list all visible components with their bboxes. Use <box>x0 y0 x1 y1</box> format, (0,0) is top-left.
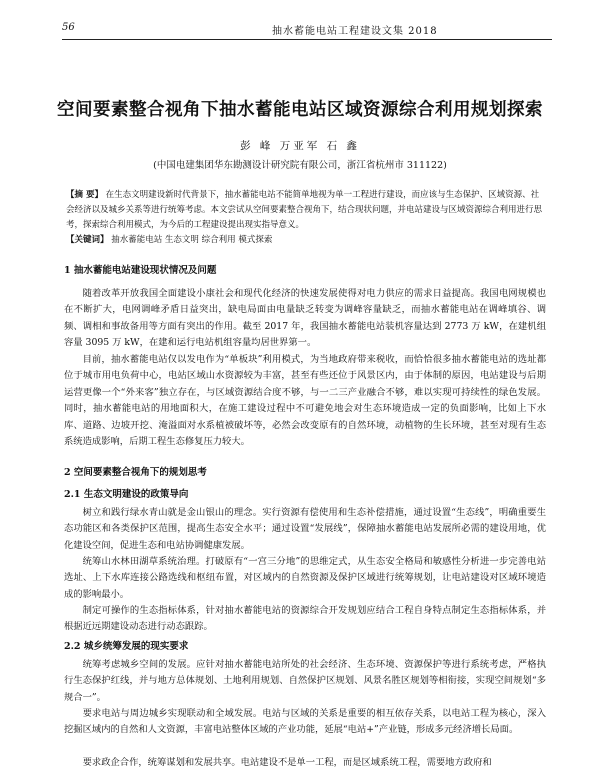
section-2-heading: 2 空间要素整合视角下的规划思考 <box>64 467 207 478</box>
section-1-heading: 1 抽水蓄能电站建设现状情况及问题 <box>64 265 217 276</box>
abstract-block <box>66 188 544 248</box>
affiliation: (中国电建集团华东勘测设计研究院有限公司，浙江省杭州市 311122) <box>153 160 447 171</box>
header-rule <box>62 39 552 40</box>
page-number: 56 <box>62 22 75 33</box>
section-2-1-paragraph-2: 统筹山水林田湖草系统治理。打破原有“一宫三分地”的思维定式，从生态安全格局和敏感性分析进一步完善电站选址、上下水库连接公路选线和枢纽布置，对区域内的自然资源及保护区域进行统筹规划，让电站建设对区域环境造成的影响最小。 <box>64 556 546 600</box>
section-2-2-heading: 2.2 城乡统筹发展的现实要求 <box>64 641 189 652</box>
section-2-1-paragraph-1: 树立和践行绿水青山就是金山银山的理念。实行资源有偿使用和生态补偿措施，通过设置“生态线”，明确重要生态功能区和各类保护区范围，提高生态安全水平；通过设置“发展线”，保障抽水蓄能电站发展所必需的建设用地，优化建设空间，促进生态和电站协调健康发展。 <box>64 507 546 551</box>
authors: 彭 峰 万亚军 石 鑫 <box>240 140 360 152</box>
section-2-1-heading: 2.1 生态文明建设的政策导向 <box>64 489 189 500</box>
abstract <box>66 188 544 233</box>
keywords <box>66 233 544 248</box>
keywords-label: 【关键词】 <box>66 235 109 245</box>
running-header <box>62 22 552 42</box>
section-2-2-paragraph-1: 统筹考虑城乡空间的发展。应针对抽水蓄能电站所处的社会经济、生态环境、资源保护等进行系统考虑，严格执行生态保护红线，并与地方总体规划、土地利用规划、自然保护区规划、风景名胜区规划等相衔接，实现空间规划“多规合一”。 <box>64 659 546 703</box>
section-2-1-paragraph-3: 制定可操作的生态指标体系，针对抽水蓄能电站的资源综合开发规划应结合工程自身特点制定生态指标体系，并根据近远期建设动态进行动态跟踪。 <box>64 605 546 633</box>
section-2-2-paragraph-2: 要求电站与周边城乡实现联动和全域发展。电站与区域的关系是重要的相互依存关系，以电站工程为核心，深入挖掘区域内的自然和人文资源，丰富电站整体区域的产业功能，延展“电站+”产业链，形成多元经济增长局面。 <box>64 708 546 736</box>
section-2-2-paragraph-3: 要求政企合作，统筹谋划和发展共享。电站建设不是单一工程，而是区域系统工程，需要地方政府和 <box>82 757 492 768</box>
keywords-text: 抽水蓄能电站 生态文明 综合利用 模式探索 <box>111 235 273 245</box>
running-title: 抽水蓄能电站工程建设文集 2018 <box>272 26 438 37</box>
abstract-label: 【摘 要】 <box>66 190 103 200</box>
section-1-paragraph-2: 目前，抽水蓄能电站仅以发电作为“单板块”利用模式，为当地政府带来税收，而恰恰很多抽水蓄能电站的选址都位于城市用电负荷中心，电站区域山水资源较为丰富，甚至有些还位于风景区内，由于体制的原因，电站建设与后期运营更像一个“外来客”独立存在，与区域资源结合度不够，与一二三产业融合不够，难以实现可持续性的绿色发展。同时，抽水蓄能电站的用地面积大，在施工建设过程中不可避免地会对生态环境造成一定的负面影响，比如上下水库、道路、边坡开挖、淹溢面对水系植被破坏等，必然会改变原有的自然环境，动植物的生长环境，甚至对现有生态系统造成影响，后期工程生态修复压力较大。 <box>64 354 546 448</box>
paper-title: 空间要素整合视角下抽水蓄能电站区域资源综合利用规划探索 <box>57 100 543 120</box>
section-1-paragraph-1: 随着改革开放我国全面建设小康社会和现代化经济的快速发展使得对电力供应的需求日益提高。我国电网规模也在不断扩大，电网调峰矛盾日益突出，缺电局面由电量缺乏转变为调峰容量缺乏，而抽水蓄能电站在调峰填谷、调频、调相和事故备用等方面有突出的作用。截至 2017 年，我国抽水蓄能电站装机容量达到 2773 万 kW，在建机组容量 3095 万 kW，在建和运行电站机组容量均居世界第一。 <box>64 288 546 349</box>
abstract-text: 在生态文明建设新时代背景下，抽水蓄能电站不能简单地视为单一工程进行建设，而应该与生态保护、区域资源、社会经济以及城乡关系等进行统筹考虑。本文尝试从空间要素整合视角下，结合现状问题，并电站建设与区域资源综合利用进行思考，探索综合利用模式，为今后的工程建设提出现实指导意义。 <box>66 190 543 230</box>
